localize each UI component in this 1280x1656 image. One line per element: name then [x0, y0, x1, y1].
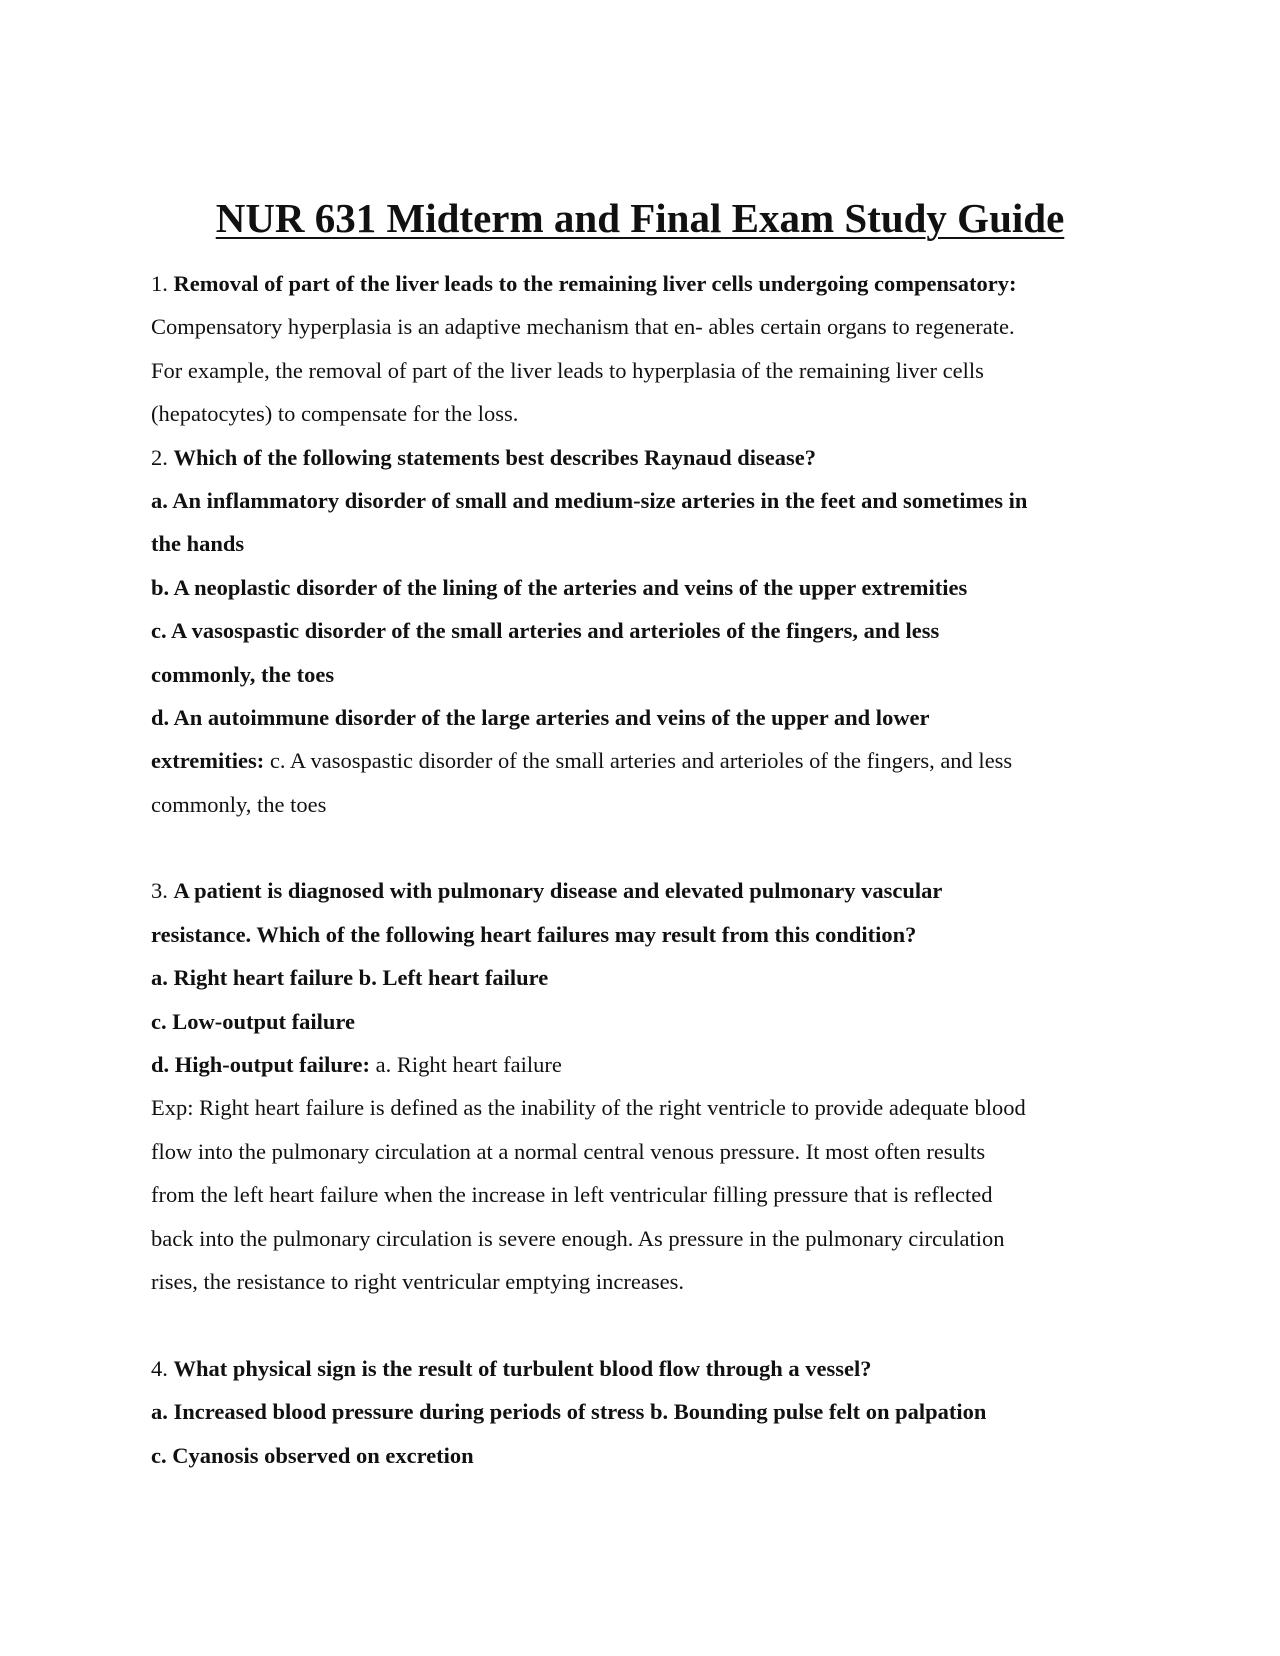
q2-option-b: b. A neoplastic disorder of the lining of the arteries and veins of the upper extremities	[151, 574, 968, 600]
q2-option-a-line-2: the hands	[151, 531, 245, 557]
q2-option-a-line-1: a. An inflammatory disorder of small and medium-size arteries in the feet and sometimes in	[151, 487, 1028, 513]
q3-number: 3.	[151, 878, 168, 904]
q3-question-1: A patient is diagnosed with pulmonary disease and elevated pulmonary vascular	[173, 878, 943, 904]
q1-answer-line-2: For example, the removal of part of the liver leads to hyperplasia of the remaining liver cells	[151, 357, 984, 383]
q2-question-line	[151, 436, 1136, 479]
q3-option-c: c. Low-output failure	[151, 1008, 355, 1034]
q2-answer-line-2: commonly, the toes	[151, 791, 327, 817]
q3-option-ab: a. Right heart failure b. Left heart failure	[151, 965, 549, 991]
q2-answer-line-1: c. A vasospastic disorder of the small arteries and arterioles of the fingers, and less	[264, 748, 1013, 774]
q1-question-line	[151, 262, 1136, 305]
q3-exp-line-5: rises, the resistance to right ventricular emptying increases.	[151, 1268, 684, 1294]
q2-option-d-line-2: extremities:	[151, 748, 265, 774]
q3-option-d-answer-line	[151, 1043, 1136, 1086]
q3-question-line-1	[151, 869, 1136, 912]
q3-exp-line-2: flow into the pulmonary circulation at a normal central venous pressure. It most often results	[151, 1138, 986, 1164]
document-body	[151, 262, 1136, 1477]
spacer	[151, 826, 1136, 869]
q2-question: Which of the following statements best describes Raynaud disease?	[173, 444, 817, 470]
q1-question: Removal of part of the liver leads to the remaining liver cells undergoing compensatory:	[173, 271, 1017, 296]
q3-question-line-2: resistance. Which of the following heart failures may result from this condition?	[151, 921, 917, 947]
q3-answer: a. Right heart failure	[370, 1052, 562, 1078]
q4-option-c: c. Cyanosis observed on excretion	[151, 1442, 474, 1468]
q3-option-d: d. High-output failure:	[151, 1052, 370, 1078]
q2-option-c-line-2: commonly, the toes	[151, 661, 335, 687]
q2-option-d-answer-line	[151, 739, 1136, 782]
q3-exp-line-4: back into the pulmonary circulation is severe enough. As pressure in the pulmonary circulation	[151, 1225, 1005, 1251]
q1-answer-line-1: Compensatory hyperplasia is an adaptive mechanism that en- ables certain organs to regenerate.	[151, 314, 1015, 340]
q4-option-ab: a. Increased blood pressure during periods of stress b. Bounding pulse felt on palpation	[151, 1399, 987, 1425]
q3-exp-line-3: from the left heart failure when the increase in left ventricular filling pressure that is reflected	[151, 1182, 993, 1208]
q4-question-line	[151, 1347, 1136, 1390]
page-title: NUR 631 Midterm and Final Exam Study Guide	[215, 195, 1065, 241]
q3-exp-line-1: Exp: Right heart failure is defined as the inability of the right ventricle to provide adequate blood	[151, 1095, 1026, 1121]
q4-number: 4.	[151, 1355, 168, 1381]
q4-question: What physical sign is the result of turbulent blood flow through a vessel?	[173, 1355, 872, 1381]
q1-answer-line-3: (hepatocytes) to compensate for the loss.	[151, 401, 519, 427]
spacer	[151, 1303, 1136, 1346]
q2-option-c-line-1: c. A vasospastic disorder of the small arteries and arterioles of the fingers, and less	[151, 618, 940, 644]
q2-option-d-line-1: d. An autoimmune disorder of the large arteries and veins of the upper and lower	[151, 704, 930, 730]
q2-number: 2.	[151, 444, 168, 470]
q1-number: 1.	[151, 271, 168, 296]
